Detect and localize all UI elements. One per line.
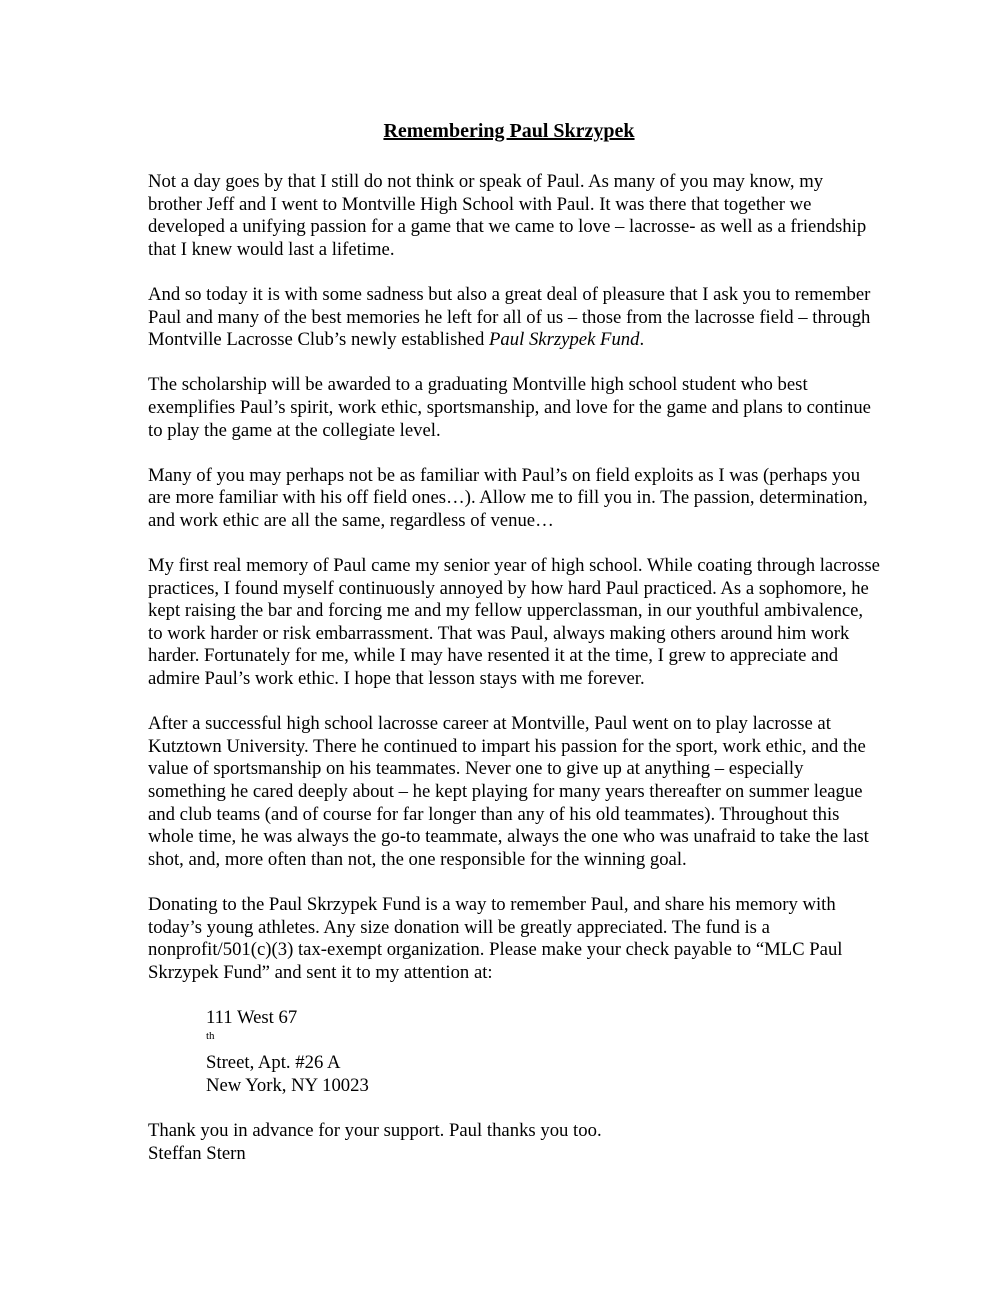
paragraph-exploits: Many of you may perhaps not be as familiar with Paul’s on field exploits as I was (perhaps you are more familiar with his off field ones…). Allow me to fill you in. The passion, determination, and work ethic are all the same, regardless of venue… [148,464,868,531]
address-ordinal-suffix: th [206,1029,215,1042]
paragraph-career: After a successful high school lacrosse career at Montville, Paul went on to play lacrosse at Kutztown University. There he continued to impart his passion for the sport, work ethic, and the value of sportsmanship on his teammates. Never one to give up at anything – especially something he cared deeply about – he kept playing for many years thereafter on summer league and club teams (and of course for far longer than any of his old teammates). Throughout this whole time, he was always the go-to teammate, always the one who was unafraid to take the last shot, and, more often than not, the one responsible for the winning goal. [148,713,869,870]
paragraph-fund-text: And so today it is with some sadness but also a great deal of pleasure that I ask you to remember Paul and many of the best memories he left for all of us – those from the lacrosse field – through Montville Lacrosse Club’s newly established [148,283,871,351]
address-line-2: New York, NY 10023 [206,1074,369,1096]
paragraph-scholarship: The scholarship will be awarded to a graduating Montville high school student who best exemplifies Paul’s spirit, work ethic, sportsmanship, and love for the game and plans to continue to play the game at the collegiate level. [148,374,871,441]
closing [148,1120,880,1165]
paragraph-fund-announcement [148,284,880,352]
mailing-address [206,1007,880,1097]
address-line-1-rest: Street, Apt. #26 A [206,1052,341,1074]
page-title: Remembering Paul Skrzypek [383,120,635,142]
paragraph-donation: Donating to the Paul Skrzypek Fund is a way to remember Paul, and share his memory with today’s young athletes. Any size donation will be greatly appreciated. The fund is a nonprofit/501(c)(3) tax-exempt organization. Please make your check payable to “MLC Paul Skrzypek Fund” and sent it to my attention at: [148,894,843,983]
address-line-1 [206,1007,880,1075]
paragraph-first-memory: My first real memory of Paul came my senior year of high school. While coating through lacrosse practices, I found myself continuously annoyed by how hard Paul practiced. As a sophomore, he kept raising the bar and forcing me and my fellow upperclassman, in our youthful ambivalence, to work harder or risk embarrassment. That was Paul, always making others around him work harder. Fortunately for me, while I may have resented it at the time, I grew to appreciate and admire Paul’s work ethic. I hope that lesson stays with me forever. [148,555,880,690]
fund-name-italic: Paul Skrzypek Fund [489,329,640,351]
address-line-1-street-number: 111 West 67 [206,1006,298,1028]
paragraph-intro: Not a day goes by that I still do not think or speak of Paul. As many of you may know, my brother Jeff and I went to Montville High School with Paul. It was there that together we developed a unifying passion for a game that we came to love – lacrosse- as well as a friendship that I knew would last a lifetime. [148,171,867,260]
paragraph-fund-end: . [639,329,645,351]
signature: Steffan Stern [148,1142,246,1164]
closing-thanks: Thank you in advance for your support. Paul thanks you too. [148,1119,602,1141]
